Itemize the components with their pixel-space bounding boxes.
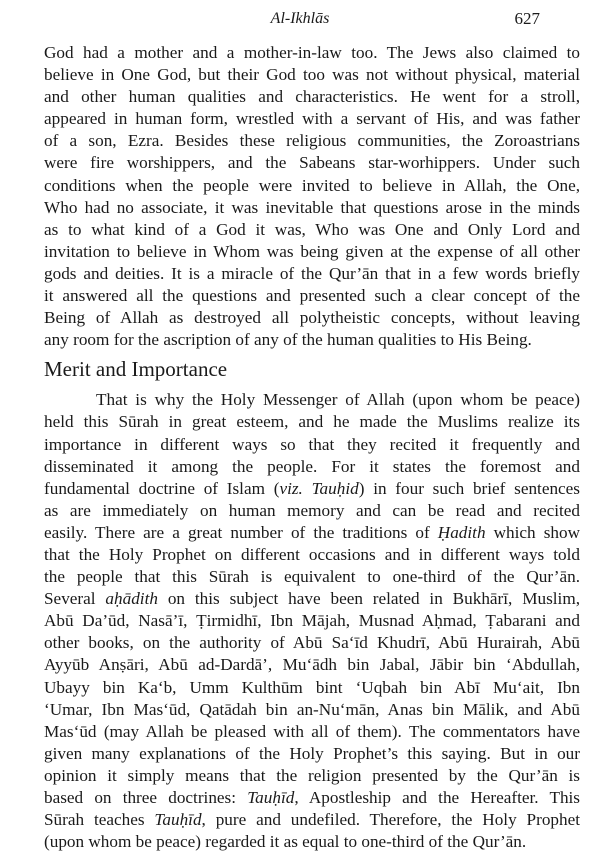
text-line: were fire worshippers, and the Sabeans star-worhippers. Under such xyxy=(44,153,580,173)
text-run: , pure and undefiled. Therefore, the Holy Prophet xyxy=(201,810,580,830)
text-run: on this subject have been related in Bukhārī, Muslim, xyxy=(157,589,580,609)
text-line xyxy=(44,721,580,743)
text-run: held this Sūrah in great esteem, and he made the Muslims realize its xyxy=(44,412,580,432)
paragraph-1 xyxy=(44,42,580,351)
text-line: of a son, Ezra. Besides these religious communities, the Zoroastrians xyxy=(44,131,580,151)
text-run: Sūrah teaches xyxy=(44,810,155,830)
text-line xyxy=(44,765,580,787)
text-run: ) in four such brief sentences xyxy=(358,478,580,498)
text-line xyxy=(44,588,580,610)
text-run: other books, on the authority of Abū Sa‘īd Khudrī, Abū Hurairah, Abū xyxy=(44,633,580,653)
text-line: as to what kind of a God it was, Who was One and Only Lord and xyxy=(44,219,580,239)
text-line xyxy=(44,654,580,676)
text-line xyxy=(44,809,580,831)
body-text xyxy=(44,42,580,853)
text-line: conditions when the people were invited to believe in Allah, the One, xyxy=(44,175,580,195)
text-line xyxy=(44,632,580,654)
text-line xyxy=(44,500,580,522)
text-line xyxy=(44,478,580,500)
text-run: Several xyxy=(44,589,106,609)
text-line xyxy=(44,699,580,721)
text-line xyxy=(44,544,580,566)
text-line: invitation to believe in Whom was being given at the expense of all other xyxy=(44,241,580,261)
text-line: and other human qualities and characteristics. He went for a stroll, xyxy=(44,87,580,107)
text-run: Mas‘ūd (may Allah be pleased with all of them). The commentators have xyxy=(44,721,580,741)
text-line xyxy=(44,787,580,809)
text-line xyxy=(44,389,580,411)
italic-term: Tauḥīd xyxy=(154,810,202,830)
text-line: any room for the ascription of any of the human qualities to His Being. xyxy=(44,330,532,350)
text-line xyxy=(44,456,580,478)
text-run: easily. There are a great number of the traditions of xyxy=(44,522,438,542)
text-line xyxy=(44,434,580,456)
text-line: Who had no associate, it was inevitable that questions arose in the minds xyxy=(44,197,580,217)
text-line xyxy=(44,677,580,699)
text-run: fundamental doctrine of Islam ( xyxy=(44,478,280,498)
text-line xyxy=(44,831,580,853)
text-line: God had a mother and a mother-in-law too. The Jews also claimed to xyxy=(44,43,580,62)
text-run: the people that this Sūrah is equivalent to one-third of the Qur’ān. xyxy=(44,567,580,587)
text-run: opinion it simply means that the religion presented by the Qur’ān is xyxy=(44,765,580,785)
text-line: gods and deities. It is a miracle of the Qur’ān that in a few words briefly xyxy=(44,263,580,283)
italic-term: Tauḥīd xyxy=(247,788,295,807)
text-line: Being of Allah as destroyed all polytheistic concepts, without leaving xyxy=(44,308,580,328)
italic-term: viz. Tauḥid xyxy=(279,478,359,498)
page-number: 627 xyxy=(514,9,540,28)
text-run: importance in different ways so that they recited it frequently and xyxy=(44,434,580,454)
text-line: believe in One God, but their God too was not without physical, material xyxy=(44,65,580,85)
text-line xyxy=(44,566,580,588)
paragraph-2 xyxy=(44,389,580,853)
text-run: (upon whom be peace) regarded it as equal to one-third of the Qur’ān. xyxy=(44,832,527,852)
text-line xyxy=(44,743,580,765)
running-head xyxy=(0,6,600,30)
text-line: it answered all the questions and presented such a clear concept of the xyxy=(44,286,580,306)
text-run: disseminated it among the people. For it states the foremost and xyxy=(44,456,580,476)
section-heading: Merit and Importance xyxy=(44,357,228,382)
italic-term: aḥādith xyxy=(105,589,158,609)
text-run: Abū Da’ūd, Nasā’ī, Ṭirmidhī, Ibn Mājah, Musnad Aḥmad, Ṭabarani and xyxy=(44,611,580,631)
text-line xyxy=(44,411,580,433)
text-run: as are immediately on human memory and can be read and recited xyxy=(44,500,580,520)
running-title: Al-Ikhlās xyxy=(270,10,330,27)
text-run: ‘Umar, Ibn Mas‘ūd, Qatādah bin an-Nu‘mān, Anas bin Mālik, and Abū xyxy=(44,699,580,719)
text-line: appeared in human form, wrestled with a servant of His, and was father xyxy=(44,109,580,129)
text-run: that the Holy Prophet on different occasions and in different ways told xyxy=(44,544,580,564)
text-run: , Apostleship and the Hereafter. This xyxy=(294,788,580,807)
text-run: based on three doctrines: xyxy=(44,788,248,807)
italic-term: Ḥadith xyxy=(437,522,486,542)
text-run: That is why the Holy Messenger of Allah (upon whom be peace) xyxy=(96,390,580,410)
text-run: Ubayy bin Ka‘b, Umm Kulthūm bint ‘Uqbah bin Abī Mu‘ait, Ibn xyxy=(44,677,580,697)
text-run: Ayyūb Anṣāri, Abū ad-Dardā’, Mu‘ādh bin Jabal, Jābir bin ‘Abdullah, xyxy=(44,655,580,675)
text-line xyxy=(44,522,580,544)
text-line xyxy=(44,610,580,632)
text-run: which show xyxy=(485,522,580,542)
text-run: given many explanations of the Holy Prophet’s this saying. But in our xyxy=(44,743,580,763)
